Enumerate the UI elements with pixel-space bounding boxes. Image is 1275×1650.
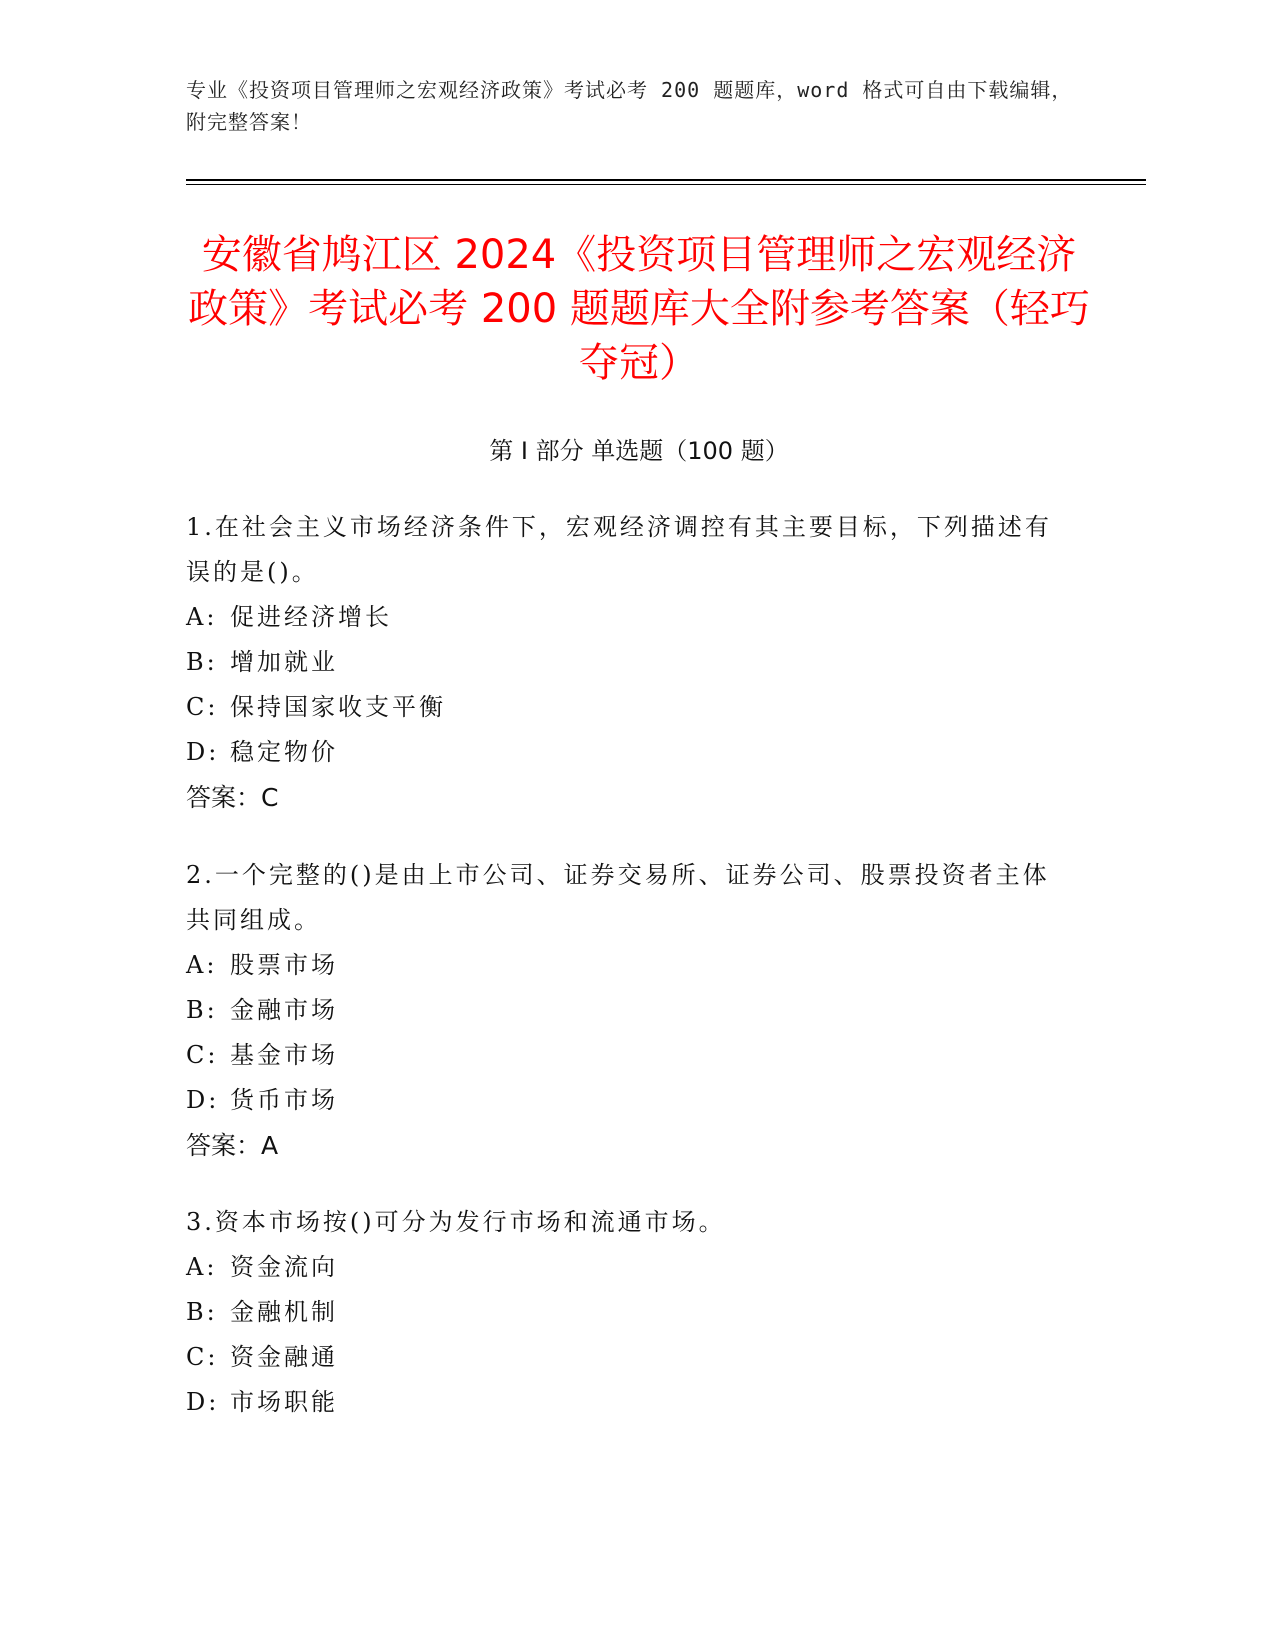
option-text: 货币市场 [230,1086,338,1114]
option-text: 促进经济增长 [230,603,392,631]
option-text: 保持国家收支平衡 [230,693,446,721]
document-title: 安徽省鸠江区 2024《投资项目管理师之宏观经济政策》考试必考 200 题题库大全附参考答案（轻巧夺冠） [188,232,1090,386]
option-text: 股票市场 [230,951,338,979]
option-text: 金融市场 [230,996,338,1024]
option-c [186,1335,1066,1380]
section-heading: 第 I 部分 单选题（100 题） [489,437,789,465]
question-1 [186,505,1066,820]
option-letter: C: [186,1041,219,1069]
header-note: 专业《投资项目管理师之宏观经济政策》考试必考 200 题题库，word 格式可自由下载编辑，附完整答案！ [186,78,1073,134]
question-2 [186,853,1066,1168]
question-stem: 2.一个完整的()是由上市公司、证券交易所、证券公司、股票投资者主体共同组成。 [186,861,1050,934]
option-text: 基金市场 [230,1041,338,1069]
option-a [186,595,1066,640]
option-b [186,988,1066,1033]
option-letter: C: [186,1343,219,1371]
option-letter: A: [186,603,218,631]
option-a [186,1245,1066,1290]
option-c [186,685,1066,730]
question-stem: 1.在社会主义市场经济条件下，宏观经济调控有其主要目标，下列描述有误的是()。 [186,513,1052,586]
option-letter: D: [186,1086,220,1114]
option-c [186,1033,1066,1078]
header-divider-thin [186,184,1146,185]
question-stem: 3.资本市场按()可分为发行市场和流通市场。 [186,1208,726,1236]
option-b [186,1290,1066,1335]
option-letter: A: [186,951,218,979]
option-letter: A: [186,1253,218,1281]
option-text: 增加就业 [230,648,338,676]
question-3 [186,1200,1066,1425]
option-d [186,1380,1066,1425]
option-text: 资金融通 [230,1343,338,1371]
option-d [186,1078,1066,1123]
option-letter: B: [186,1298,218,1326]
answer-line: 答案：A [186,1131,279,1160]
option-text: 市场职能 [230,1388,338,1416]
option-d [186,730,1066,775]
option-text: 资金流向 [230,1253,338,1281]
option-letter: D: [186,1388,220,1416]
option-a [186,943,1066,988]
option-b [186,640,1066,685]
option-letter: C: [186,693,219,721]
option-letter: B: [186,648,218,676]
option-letter: B: [186,996,218,1024]
option-text: 稳定物价 [230,738,338,766]
header-divider-thick [186,179,1146,181]
answer-line: 答案：C [186,783,279,812]
option-text: 金融机制 [230,1298,338,1326]
option-letter: D: [186,738,220,766]
